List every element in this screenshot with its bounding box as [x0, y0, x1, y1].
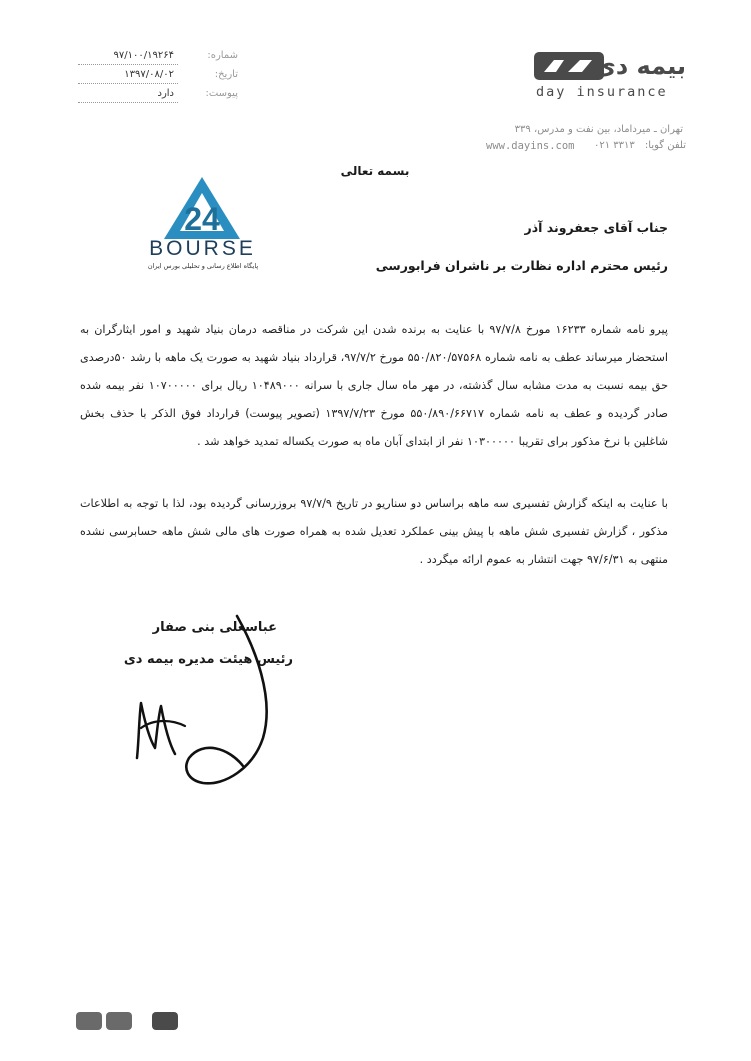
letter-date-value: ۱۳۹۷/۰۸/۰۲ — [124, 69, 174, 80]
company-name-en: day insurance — [536, 84, 668, 100]
bourse-logo-subtitle: پایگاه اطلاع رسانی و تحلیلی بورس ایران — [147, 262, 259, 270]
dotted-line — [78, 64, 178, 65]
signer-title: رئیس هیئت مدیره بیمه دی — [123, 652, 293, 667]
letter-attachment-value: دارد — [157, 88, 174, 99]
letter-attachment-row — [78, 88, 238, 106]
company-name-fa: بیمه دی — [593, 52, 686, 80]
letter-date-row — [78, 69, 238, 87]
footer-block — [76, 1012, 102, 1030]
company-website[interactable]: www.dayins.com — [486, 140, 575, 152]
dotted-line — [78, 102, 178, 103]
letter-attachment-label: پیوست: — [205, 88, 238, 99]
body-paragraph-1: پیرو نامه شماره ۱۶۲۳۳ مورخ ۹۷/۷/۸ با عنایت به برنده شدن این شرکت در مناقصه درمان بنیاد شهید و امور ایثارگران به استحضار میرساند عطف به نامه شماره ۵۵۰/۸۲۰/۵۷۵۶۸ مورخ ۹۷/۷/۲، قرارداد بنیاد شهید به صورت یک ماهه با رشد ۵۰درصدی حق بیمه نسبت به مدت مشابه سال گذشته، در مهر ماه سال جاری با سرانه ۱۰۴۸۹۰۰۰ ریال برای ۱۰۷۰۰۰۰۰ نفر بیمه شده صادر گردیده و عطف به نامه شماره ۵۵۰/۸۹۰/۶۶۷۱۷ مورخ ۱۳۹۷/۷/۲۳ (تصویر پیوست) قرارداد فوق الذکر با حذف بخش شاغلین با نرخ مذکور برای تقریبا ۱۰۳۰۰۰۰۰ نفر از ابتدای آبان ماه به صورت یکساله تمدید خواهد شد . — [80, 323, 669, 448]
bourse-logo-text: BOURSE — [149, 237, 256, 260]
svg-text:24: 24 — [184, 201, 220, 237]
bourse-triangle-icon — [162, 175, 242, 241]
company-address: تهران ـ میرداماد، بین نفت و مدرس، ۳۳۹ — [514, 124, 683, 135]
invocation: بسمه تعالی — [340, 164, 410, 178]
recipient-name: جناب آقای جعفروند آذر — [524, 220, 668, 235]
dotted-line — [78, 83, 178, 84]
letter-number-label: شماره: — [207, 50, 238, 61]
contact-row — [486, 140, 686, 154]
body-paragraph-2: با عنایت به اینکه گزارش تفسیری سه ماهه براساس دو سناریو در تاریخ ۹۷/۷/۹ بروزرسانی گردیده بود، لذا با توجه به اطلاعات مذکور ، گزارش تفسیری شش ماهه با پیش بینی عملکرد تعدیل شده به همراه صورت های مالی شش ماهه حسابرسی نشده منتهی به ۹۷/۶/۳۱ جهت انتشار به عموم ارائه میگردد . — [80, 497, 668, 566]
footer-block — [106, 1012, 132, 1030]
letter-number-value: ۹۷/۱۰۰/۱۹۲۶۴ — [113, 50, 174, 61]
company-phone: ۰۲۱ ۳۳۱۳ — [594, 140, 635, 151]
footer-block — [152, 1012, 178, 1030]
signer-name: عباسعلی بنی صفار — [152, 620, 277, 635]
bourse-logo — [134, 175, 269, 280]
company-logo — [534, 50, 686, 102]
handwritten-signature — [125, 608, 285, 798]
recipient-title: رئیس محترم اداره نظارت بر ناشران فرابورسی — [375, 258, 668, 273]
letter-number-row — [78, 50, 238, 68]
letter-date-label: تاریخ: — [214, 69, 238, 80]
company-phone-label: تلفن گویا: — [644, 140, 686, 151]
